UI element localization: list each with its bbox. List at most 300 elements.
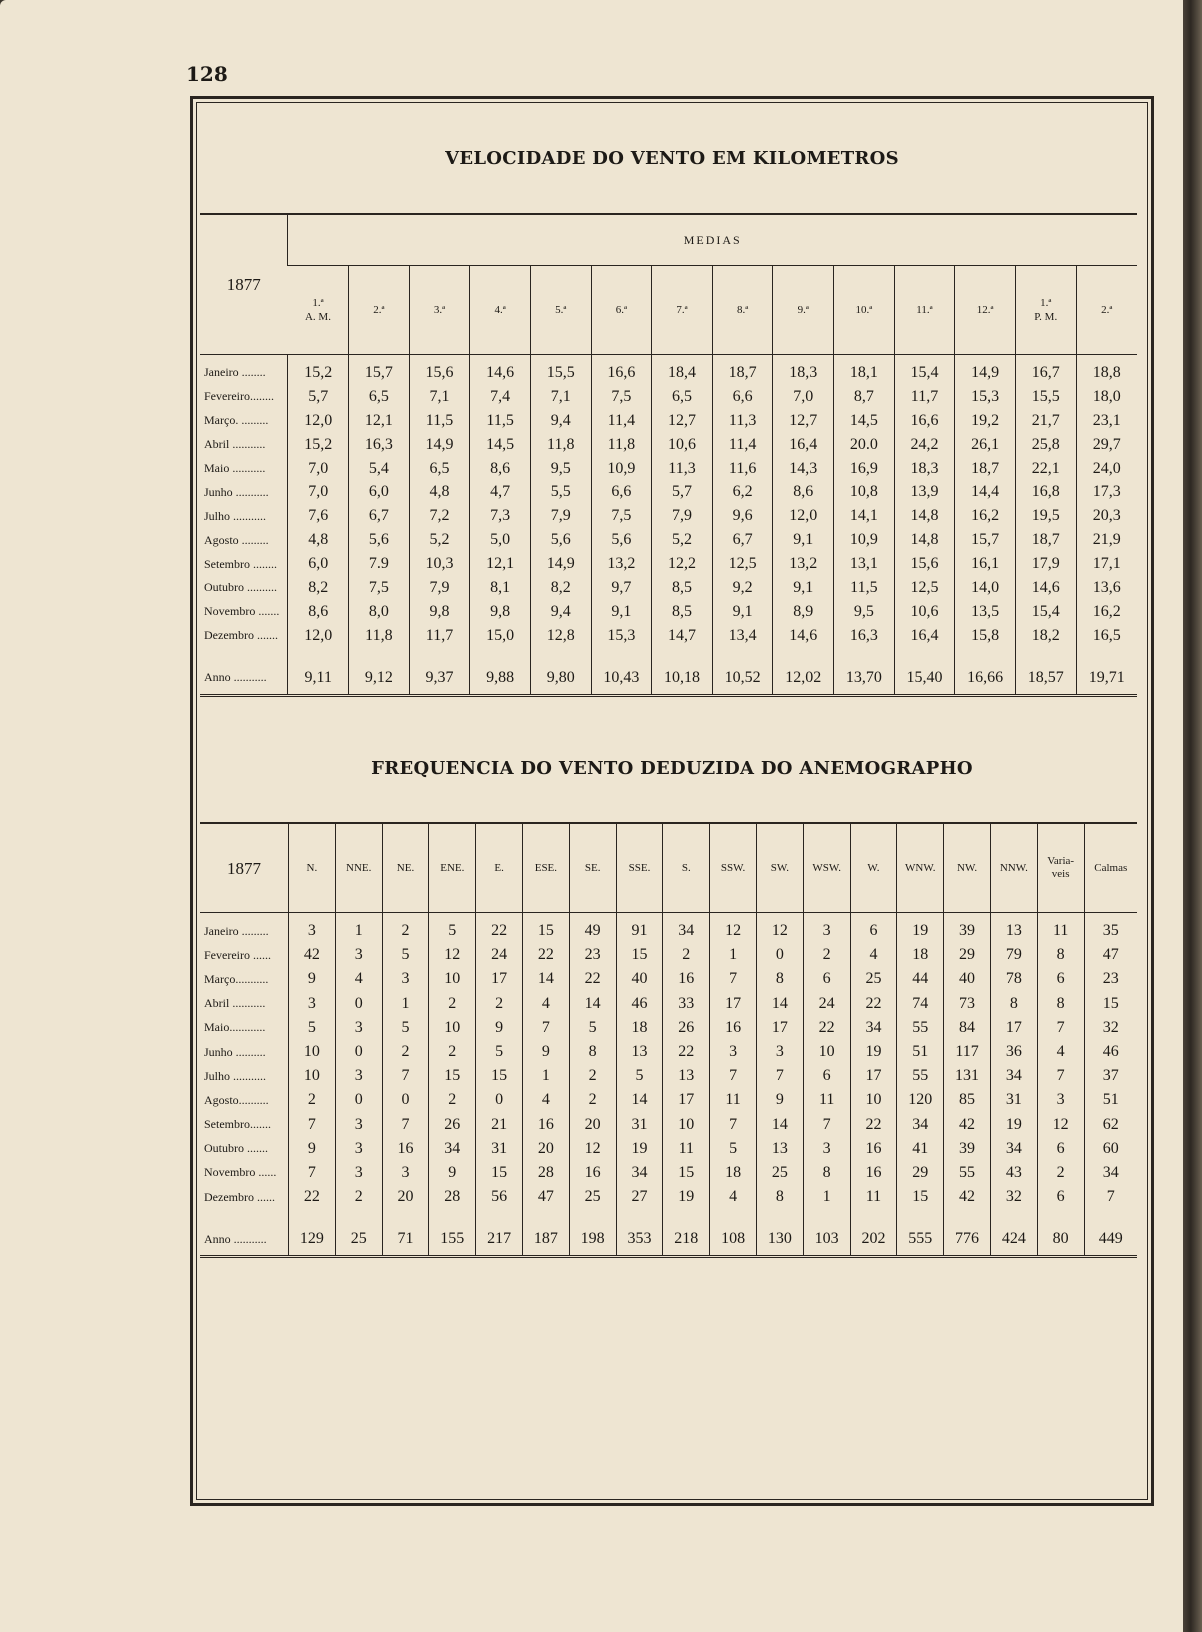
table-cell: 131	[944, 1064, 991, 1088]
table-cell: 15,7	[349, 355, 410, 385]
table-cell: 9,1	[773, 576, 834, 600]
frequencia-column-header	[382, 823, 429, 913]
table-cell: 14	[522, 967, 569, 991]
table-cell: 9,1	[712, 600, 773, 624]
table-cell: 27	[616, 1185, 663, 1209]
table-cell: 2	[335, 1185, 382, 1209]
table-cell: 13,2	[591, 552, 652, 576]
table-cell: 7	[1037, 1016, 1084, 1040]
table-cell: 6,7	[349, 504, 410, 528]
table-cell: 11,8	[349, 624, 410, 648]
frequencia-column-header	[1037, 823, 1084, 913]
table-cell: 19	[616, 1137, 663, 1161]
table-cell: 3	[335, 1064, 382, 1088]
table-cell: 2	[429, 1040, 476, 1064]
table-cell: 13	[616, 1040, 663, 1064]
month-label: Agosto .........	[204, 532, 269, 547]
table-cell: 4,7	[470, 480, 531, 504]
velocidade-column-header	[1076, 266, 1137, 355]
table-cell: 11	[1037, 913, 1084, 944]
table-cell: 8	[803, 1161, 850, 1185]
table-cell: 22,1	[1015, 457, 1076, 481]
table-cell: 42	[944, 1113, 991, 1137]
table-cell: 9,7	[591, 576, 652, 600]
table-cell: 1	[335, 913, 382, 944]
table-row	[200, 409, 1137, 433]
anno-cell: 424	[990, 1223, 1037, 1257]
table-cell: 1	[710, 943, 757, 967]
spacer-cell	[894, 648, 955, 662]
frequencia-column-header	[289, 823, 336, 913]
table-cell: 7	[382, 1064, 429, 1088]
table-cell: 34	[616, 1161, 663, 1185]
table-cell: 9,4	[530, 409, 591, 433]
table-cell: 15,7	[955, 528, 1016, 552]
table-cell: 39	[944, 1137, 991, 1161]
table-cell: 16,1	[955, 552, 1016, 576]
table-cell: 5,7	[652, 480, 713, 504]
table-cell: 7,9	[409, 576, 470, 600]
table-cell: 117	[944, 1040, 991, 1064]
table-cell: 5	[429, 913, 476, 944]
table-cell: 12,5	[712, 552, 773, 576]
table-cell: 5	[476, 1040, 523, 1064]
table-cell: 84	[944, 1016, 991, 1040]
table-cell: 31	[476, 1137, 523, 1161]
table-cell: 16,5	[1076, 624, 1137, 648]
anno-cell: 776	[944, 1223, 991, 1257]
anno-cell: 18,57	[1015, 662, 1076, 696]
table-cell: 28	[522, 1161, 569, 1185]
table-cell: 22	[522, 943, 569, 967]
table-cell: 8,0	[349, 600, 410, 624]
table-cell: 7,3	[470, 504, 531, 528]
frequencia-column-header	[803, 823, 850, 913]
table-cell: 0	[476, 1088, 523, 1112]
column-label-part: SW.	[770, 861, 789, 874]
month-label: Abril ...........	[204, 437, 266, 452]
table-cell: 5,0	[470, 528, 531, 552]
anno-row	[200, 1223, 1137, 1257]
table-cell: 11,7	[409, 624, 470, 648]
table-cell: 15,3	[591, 624, 652, 648]
table-cell: 21	[476, 1113, 523, 1137]
table-cell: 10	[429, 967, 476, 991]
column-hour: 4.ª	[494, 304, 506, 316]
table-cell: 18,7	[1015, 528, 1076, 552]
anno-cell: 108	[710, 1223, 757, 1257]
month-label: Outubro .......	[204, 1141, 268, 1156]
anno-label: Anno ...........	[204, 670, 267, 685]
table-cell: 29	[944, 943, 991, 967]
table-cell: 24	[476, 943, 523, 967]
table-cell: 20,3	[1076, 504, 1137, 528]
frequencia-column-header	[522, 823, 569, 913]
table-cell: 14,5	[834, 409, 895, 433]
table-cell: 6,0	[288, 552, 349, 576]
spacer-cell	[756, 1209, 803, 1223]
table-cell: 8	[1037, 943, 1084, 967]
table-row	[200, 1113, 1137, 1137]
table-cell: 19,2	[955, 409, 1016, 433]
table-cell: 8	[990, 992, 1037, 1016]
table-cell: 3	[803, 913, 850, 944]
table-cell: 24	[803, 992, 850, 1016]
table-cell: 9,8	[470, 600, 531, 624]
table-cell: 12	[710, 913, 757, 944]
table-cell: 3	[289, 913, 336, 944]
column-label-part: SE.	[584, 861, 601, 874]
column-label-part: NW.	[957, 861, 978, 874]
velocidade-column-header	[1015, 266, 1076, 355]
table-cell: 11,3	[712, 409, 773, 433]
spacer-cell	[1076, 648, 1137, 662]
table-cell: 18,4	[652, 355, 713, 385]
table-cell: 7,1	[409, 385, 470, 409]
table-cell: 8,7	[834, 385, 895, 409]
table-cell: 11,5	[834, 576, 895, 600]
table-cell: 15	[1084, 992, 1137, 1016]
frequencia-column-header	[616, 823, 663, 913]
frequencia-column-header	[990, 823, 1037, 913]
month-label: Julho ...........	[204, 508, 267, 523]
table-cell: 79	[990, 943, 1037, 967]
spacer-cell	[1037, 1209, 1084, 1223]
table-cell: 42	[289, 943, 336, 967]
table-cell: 6,0	[349, 480, 410, 504]
table-cell: 3	[335, 1137, 382, 1161]
column-label-part: SSE.	[628, 861, 651, 874]
table-cell: 9	[476, 1016, 523, 1040]
table-row	[200, 1016, 1137, 1040]
anno-cell: 555	[897, 1223, 944, 1257]
spacer-cell	[476, 1209, 523, 1223]
table-cell: 7,9	[530, 504, 591, 528]
table-cell: 40	[616, 967, 663, 991]
table-cell: 7,5	[591, 504, 652, 528]
table-cell: 20	[569, 1113, 616, 1137]
anno-cell: 449	[1084, 1223, 1137, 1257]
velocidade-column-header	[712, 266, 773, 355]
spacer-cell	[773, 648, 834, 662]
anno-cell: 198	[569, 1223, 616, 1257]
anno-cell: 15,40	[894, 662, 955, 696]
table-cell: 18,7	[712, 355, 773, 385]
velocidade-column-header	[591, 266, 652, 355]
table-cell: 2	[663, 943, 710, 967]
column-hour: 2.ª	[373, 304, 385, 316]
velocidade-column-header	[288, 266, 349, 355]
table-cell: 6,2	[712, 480, 773, 504]
table-cell: 5	[569, 1016, 616, 1040]
velocidade-column-header	[470, 266, 531, 355]
table-cell: 9	[289, 967, 336, 991]
table-cell: 5,5	[530, 480, 591, 504]
table-cell: 7,0	[288, 457, 349, 481]
month-label: Junho ..........	[204, 1044, 266, 1059]
spacer-cell	[652, 648, 713, 662]
table-cell: 4,8	[409, 480, 470, 504]
table-cell: 60	[1084, 1137, 1137, 1161]
table-cell: 9,6	[712, 504, 773, 528]
table-cell: 15,8	[955, 624, 1016, 648]
table-cell: 13,4	[712, 624, 773, 648]
table-cell: 6,6	[712, 385, 773, 409]
frequencia-column-header	[756, 823, 803, 913]
month-label: Junho ...........	[204, 484, 269, 499]
anno-cell: 16,66	[955, 662, 1016, 696]
table-cell: 5,7	[288, 385, 349, 409]
table-cell: 10,3	[409, 552, 470, 576]
table-cell: 29	[897, 1161, 944, 1185]
table-cell: 32	[990, 1185, 1037, 1209]
table-cell: 12,1	[349, 409, 410, 433]
table-cell: 25	[569, 1185, 616, 1209]
frequencia-column-header	[944, 823, 991, 913]
table-row	[200, 433, 1137, 457]
page-number: 128	[186, 62, 228, 86]
table-cell: 10	[663, 1113, 710, 1137]
column-hour: 7.ª	[676, 304, 688, 316]
table-cell: 7	[1037, 1064, 1084, 1088]
table-cell: 18,1	[834, 355, 895, 385]
table-cell: 7.9	[349, 552, 410, 576]
column-label-part: ESE.	[534, 861, 558, 874]
table-cell: 16,8	[1015, 480, 1076, 504]
spacer-cell	[663, 1209, 710, 1223]
column-label-part: Calmas	[1094, 861, 1128, 874]
column-label-part: ENE.	[440, 861, 465, 874]
table-cell: 13,5	[955, 600, 1016, 624]
table-row	[200, 913, 1137, 944]
table-cell: 18,7	[955, 457, 1016, 481]
table-cell: 15,2	[288, 433, 349, 457]
table-cell: 24,0	[1076, 457, 1137, 481]
table-cell: 6,6	[591, 480, 652, 504]
table-cell: 4	[850, 943, 897, 967]
column-hour: 8.ª	[736, 304, 749, 316]
anno-cell: 155	[429, 1223, 476, 1257]
table-cell: 9,2	[712, 576, 773, 600]
table-cell: 8,2	[288, 576, 349, 600]
table-cell: 47	[522, 1185, 569, 1209]
table-cell: 8	[569, 1040, 616, 1064]
month-label: Fevereiro........	[204, 389, 274, 404]
column-label-part: NE.	[396, 861, 415, 874]
column-hour: 9.ª	[797, 304, 809, 316]
table-cell: 17	[756, 1016, 803, 1040]
table-cell: 15,4	[894, 355, 955, 385]
table-cell: 3	[803, 1137, 850, 1161]
table-cell: 11,3	[652, 457, 713, 481]
table-cell: 2	[429, 992, 476, 1016]
table-cell: 8,6	[470, 457, 531, 481]
table-cell: 14,5	[470, 433, 531, 457]
table-cell: 16,6	[894, 409, 955, 433]
month-label: Outubro ..........	[204, 580, 277, 595]
table-cell: 12	[569, 1137, 616, 1161]
table-cell: 11	[710, 1088, 757, 1112]
table-cell: 14	[616, 1088, 663, 1112]
table-cell: 14,8	[894, 528, 955, 552]
table-cell: 12,2	[652, 552, 713, 576]
table-cell: 10,9	[591, 457, 652, 481]
table-cell: 34	[990, 1064, 1037, 1088]
table-cell: 14,6	[773, 624, 834, 648]
table-cell: 25	[850, 967, 897, 991]
table-cell: 6,5	[409, 457, 470, 481]
table-cell: 2	[476, 992, 523, 1016]
table-cell: 14,9	[530, 552, 591, 576]
velocidade-column-header	[773, 266, 834, 355]
table-cell: 17,9	[1015, 552, 1076, 576]
medias-header: MEDIAS	[288, 214, 1137, 266]
table-cell: 6	[803, 967, 850, 991]
anno-label: Anno ...........	[204, 1231, 267, 1246]
table-row	[200, 528, 1137, 552]
month-label: Novembro .......	[204, 604, 280, 619]
table-cell: 10,6	[894, 600, 955, 624]
anno-cell: 25	[335, 1223, 382, 1257]
table-cell: 31	[990, 1088, 1037, 1112]
frequencia-column-header	[663, 823, 710, 913]
table-cell: 15	[476, 1064, 523, 1088]
table-cell: 47	[1084, 943, 1137, 967]
table-cell: 29,7	[1076, 433, 1137, 457]
spacer-cell	[470, 648, 531, 662]
table-cell: 14,7	[652, 624, 713, 648]
table-cell: 6	[850, 913, 897, 944]
anno-cell: 13,70	[834, 662, 895, 696]
anno-cell: 9,12	[349, 662, 410, 696]
table-cell: 46	[1084, 1040, 1137, 1064]
table-cell: 7,2	[409, 504, 470, 528]
month-label: Agosto..........	[204, 1092, 269, 1107]
table-cell: 23,1	[1076, 409, 1137, 433]
table-cell: 32	[1084, 1016, 1137, 1040]
table-row	[200, 1088, 1137, 1112]
spacer-cell	[349, 648, 410, 662]
table-cell: 5	[616, 1064, 663, 1088]
table-cell: 12,0	[288, 409, 349, 433]
table-cell: 13	[990, 913, 1037, 944]
table-cell: 5	[710, 1137, 757, 1161]
table-cell: 7	[522, 1016, 569, 1040]
table-cell: 18	[616, 1016, 663, 1040]
velocidade-column-header	[955, 266, 1016, 355]
spacer-row	[200, 648, 1137, 662]
table-cell: 17	[990, 1016, 1037, 1040]
spacer-cell	[710, 1209, 757, 1223]
table-cell: 14	[756, 1113, 803, 1137]
table-cell: 15	[522, 913, 569, 944]
table-cell: 11,5	[409, 409, 470, 433]
table-cell: 21,7	[1015, 409, 1076, 433]
table-cell: 2	[803, 943, 850, 967]
table-cell: 20	[522, 1137, 569, 1161]
table-cell: 5,2	[652, 528, 713, 552]
table-cell: 11,4	[591, 409, 652, 433]
table-cell: 22	[663, 1040, 710, 1064]
spacer-cell	[429, 1209, 476, 1223]
table-cell: 3	[1037, 1088, 1084, 1112]
anno-cell: 19,71	[1076, 662, 1137, 696]
table-cell: 2	[289, 1088, 336, 1112]
table-cell: 37	[1084, 1064, 1137, 1088]
table-cell: 23	[1084, 967, 1137, 991]
table-cell: 13,2	[773, 552, 834, 576]
spacer-cell	[803, 1209, 850, 1223]
spacer-cell	[530, 648, 591, 662]
table-cell: 14,4	[955, 480, 1016, 504]
table-cell: 12,0	[288, 624, 349, 648]
table-cell: 3	[335, 1161, 382, 1185]
table-cell: 14,6	[1015, 576, 1076, 600]
table-cell: 5,6	[349, 528, 410, 552]
frequencia-column-header	[335, 823, 382, 913]
frequencia-column-header	[476, 823, 523, 913]
table-cell: 3	[382, 1161, 429, 1185]
frequencia-column-header	[569, 823, 616, 913]
table-cell: 120	[897, 1088, 944, 1112]
frequencia-column-header	[710, 823, 757, 913]
table-cell: 15,2	[288, 355, 349, 385]
table-row	[200, 1185, 1137, 1209]
month-label: Janeiro ........	[204, 365, 266, 380]
table-cell: 16,6	[591, 355, 652, 385]
table-cell: 34	[663, 913, 710, 944]
table-cell: 1	[382, 992, 429, 1016]
velocidade-table	[200, 213, 1137, 697]
table-cell: 15	[476, 1161, 523, 1185]
table-cell: 8,6	[288, 600, 349, 624]
spacer-cell	[382, 1209, 429, 1223]
month-label: Setembro.......	[204, 1117, 271, 1132]
table-cell: 11	[803, 1088, 850, 1112]
table-cell: 17	[710, 992, 757, 1016]
table-cell: 36	[990, 1040, 1037, 1064]
table-cell: 78	[990, 967, 1037, 991]
table-cell: 15	[616, 943, 663, 967]
column-hour: 12.ª	[976, 304, 994, 316]
spacer-cell	[409, 648, 470, 662]
column-hour: 3.ª	[433, 304, 446, 316]
table-cell: 7	[289, 1113, 336, 1137]
spacer-cell	[335, 1209, 382, 1223]
table-cell: 8,5	[652, 576, 713, 600]
table-row	[200, 1040, 1137, 1064]
anno-cell: 12,02	[773, 662, 834, 696]
table-cell: 12,7	[652, 409, 713, 433]
table-cell: 14,6	[470, 355, 531, 385]
table-cell: 0	[756, 943, 803, 967]
table-cell: 44	[897, 967, 944, 991]
table-cell: 15,3	[955, 385, 1016, 409]
table-row	[200, 600, 1137, 624]
table-cell: 9,1	[591, 600, 652, 624]
table-cell: 7,5	[591, 385, 652, 409]
spacer-cell	[850, 1209, 897, 1223]
table-cell: 13	[663, 1064, 710, 1088]
column-label-part: Varia-	[1047, 855, 1075, 867]
table-cell: 34	[850, 1016, 897, 1040]
table-row	[200, 1064, 1137, 1088]
table-cell: 3	[710, 1040, 757, 1064]
table-cell: 3	[335, 943, 382, 967]
table-cell: 0	[335, 1040, 382, 1064]
table-cell: 4	[1037, 1040, 1084, 1064]
column-label-part: veis	[1051, 868, 1070, 880]
